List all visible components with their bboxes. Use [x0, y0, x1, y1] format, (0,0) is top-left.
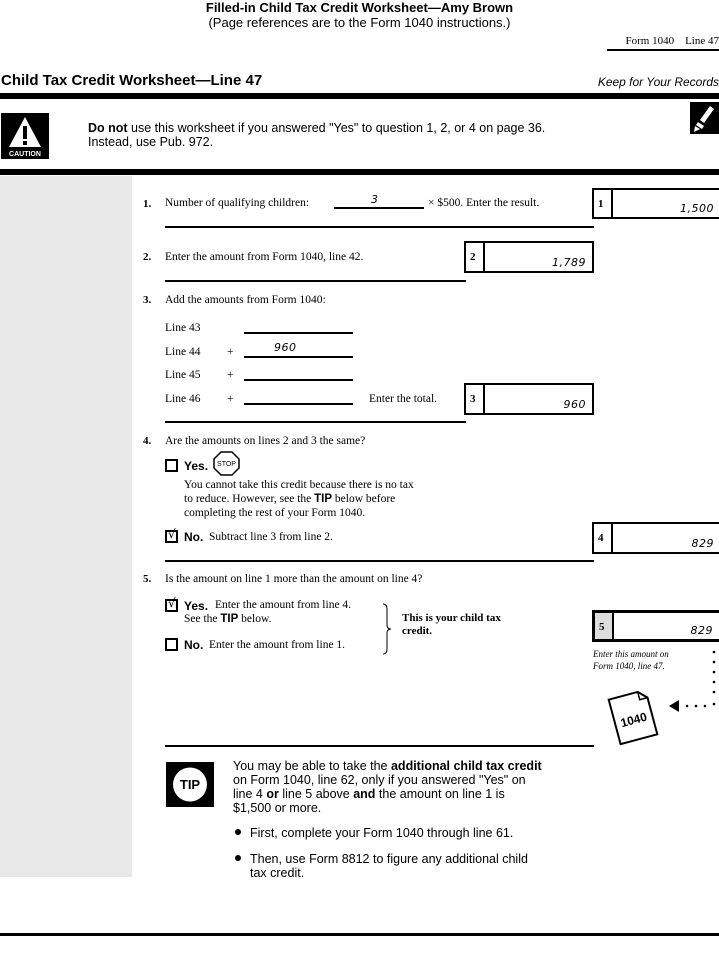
- line-2-text: Enter the amount from Form 1040, line 42.: [165, 251, 364, 263]
- tip-bullet-2: Then, use Form 8812 to figure any additional child tax credit.: [250, 852, 528, 880]
- tip-text: You may be able to take the additional child tax credit on Form 1040, line 62, only if you answered "Yes" on line 4 or line 5 above and the amount on line 1 is $1,500 or more.: [233, 759, 542, 815]
- line-5-yes-tip-ref: See the TIP below.: [184, 613, 272, 625]
- line-5-yes-checkbox[interactable]: [165, 596, 178, 612]
- line-4-no-text: Subtract line 3 from line 2.: [209, 531, 333, 543]
- line-5-yes-text: Enter the amount from line 4.: [215, 599, 352, 611]
- brace-icon: [382, 603, 392, 660]
- line-1-box[interactable]: [592, 188, 719, 219]
- line-43-input[interactable]: [244, 332, 353, 334]
- form-1040-icon: [604, 686, 662, 753]
- line-44-value: 960: [274, 341, 297, 354]
- svg-text:STOP: STOP: [217, 461, 236, 468]
- line-43-label: Line 43: [165, 322, 201, 334]
- line-1-text: Number of qualifying children:: [165, 197, 310, 209]
- bullet-icon: [235, 855, 241, 861]
- line-1-rule: [165, 226, 594, 228]
- children-count-value[interactable]: 3: [371, 193, 379, 206]
- children-underline: [334, 207, 424, 209]
- line-2-value: 1,789: [552, 256, 586, 269]
- line-4-yes-label: Yes.: [184, 459, 209, 473]
- line-2-box[interactable]: [464, 241, 594, 273]
- child-tax-credit-note: This is your child tax credit.: [402, 612, 501, 637]
- shaded-margin: [0, 176, 132, 877]
- enter-total-text: Enter the total.: [369, 393, 438, 405]
- enter-on-form-note: Enter this amount on Form 1040, line 47.: [593, 649, 669, 671]
- line-3-number: 3.: [143, 294, 152, 306]
- line-4-no-label: No.: [184, 530, 204, 544]
- line-1-value: 1,500: [680, 202, 714, 215]
- line-45-input[interactable]: [244, 379, 353, 381]
- line-1-number: 1.: [143, 198, 152, 210]
- line-45-plus: +: [227, 369, 234, 381]
- line-45-label: Line 45: [165, 369, 201, 381]
- line-1-multiplier-text: × $500. Enter the result.: [428, 197, 540, 209]
- line-4-number: 4.: [143, 435, 152, 447]
- dotted-arrow-icon: [665, 644, 719, 719]
- line-46-plus: +: [227, 393, 234, 405]
- bullet-icon: [235, 829, 241, 835]
- stop-icon: [213, 451, 240, 476]
- line-4-no-checkbox[interactable]: [165, 527, 178, 543]
- svg-text:TIP: TIP: [179, 777, 201, 792]
- tip-bullet-1: First, complete your Form 1040 through line 61.: [250, 826, 514, 840]
- line-4-value: 829: [691, 537, 714, 550]
- footer-rule: [0, 933, 719, 936]
- line-2-box-label: 2: [466, 243, 485, 271]
- worksheet-title: Child Tax Credit Worksheet—Line 47: [1, 72, 263, 89]
- line-4-box-label: 4: [594, 524, 613, 552]
- caution-bold: Do not: [88, 121, 128, 135]
- line-5-box-label: 5: [595, 613, 614, 639]
- check-mark-icon: √: [168, 596, 176, 610]
- line-3-text: Add the amounts from Form 1040:: [165, 294, 326, 306]
- line-5-text: Is the amount on line 1 more than the amount on line 4?: [165, 573, 423, 585]
- line-4-yes-explanation: You cannot take this credit because there is no tax to reduce. However, see the TIP below before completing the rest of your Form 1040.: [184, 479, 414, 519]
- document-title: Filled-in Child Tax Credit Worksheet—Amy Brown: [205, 0, 514, 15]
- caution-message: Do not use this worksheet if you answered "Yes" to question 1, 2, or 4 on page 36. Instead, use Pub. 972.: [88, 121, 546, 149]
- line-5-yes-label: Yes.: [184, 599, 209, 613]
- line-5-rule: [165, 745, 594, 747]
- line-4-box[interactable]: [592, 522, 719, 554]
- line-5-no-checkbox[interactable]: [165, 638, 178, 651]
- svg-text:CAUTION: CAUTION: [9, 151, 41, 158]
- line-5-no-text: Enter the amount from line 1.: [209, 639, 346, 651]
- line-5-no-label: No.: [184, 638, 204, 652]
- tip-icon: [166, 762, 214, 807]
- pencil-icon: [690, 102, 719, 134]
- line-3-box[interactable]: [464, 383, 594, 415]
- line-3-value: 960: [563, 398, 586, 411]
- line-4-yes-checkbox[interactable]: [165, 459, 178, 472]
- line-1-box-label: 1: [594, 190, 613, 217]
- line-3-box-label: 3: [466, 385, 485, 413]
- document-subtitle: (Page references are to the Form 1040 instructions.): [208, 15, 511, 30]
- line-3-rule: [165, 421, 466, 423]
- line-46-label: Line 46: [165, 393, 201, 405]
- form-line-reference: Form 1040 Line 47: [607, 35, 719, 51]
- caution-rule: [0, 169, 719, 175]
- title-rule: [0, 93, 719, 99]
- svg-text:1040: 1040: [619, 709, 649, 731]
- line-44-input[interactable]: [244, 356, 353, 358]
- line-2-number: 2.: [143, 251, 152, 263]
- check-mark-icon: √: [168, 527, 176, 541]
- line-5-number: 5.: [143, 573, 152, 585]
- line-5-box[interactable]: [592, 610, 719, 642]
- line-4-text: Are the amounts on lines 2 and 3 the same?: [165, 435, 366, 447]
- line-5-value: 829: [690, 624, 713, 637]
- keep-for-records-note: Keep for Your Records: [597, 75, 719, 89]
- line-44-plus: +: [227, 346, 234, 358]
- line-46-input[interactable]: [244, 403, 353, 405]
- caution-icon: [1, 113, 49, 159]
- line-4-rule: [165, 560, 594, 562]
- line-2-rule: [165, 280, 466, 282]
- line-44-label: Line 44: [165, 346, 201, 358]
